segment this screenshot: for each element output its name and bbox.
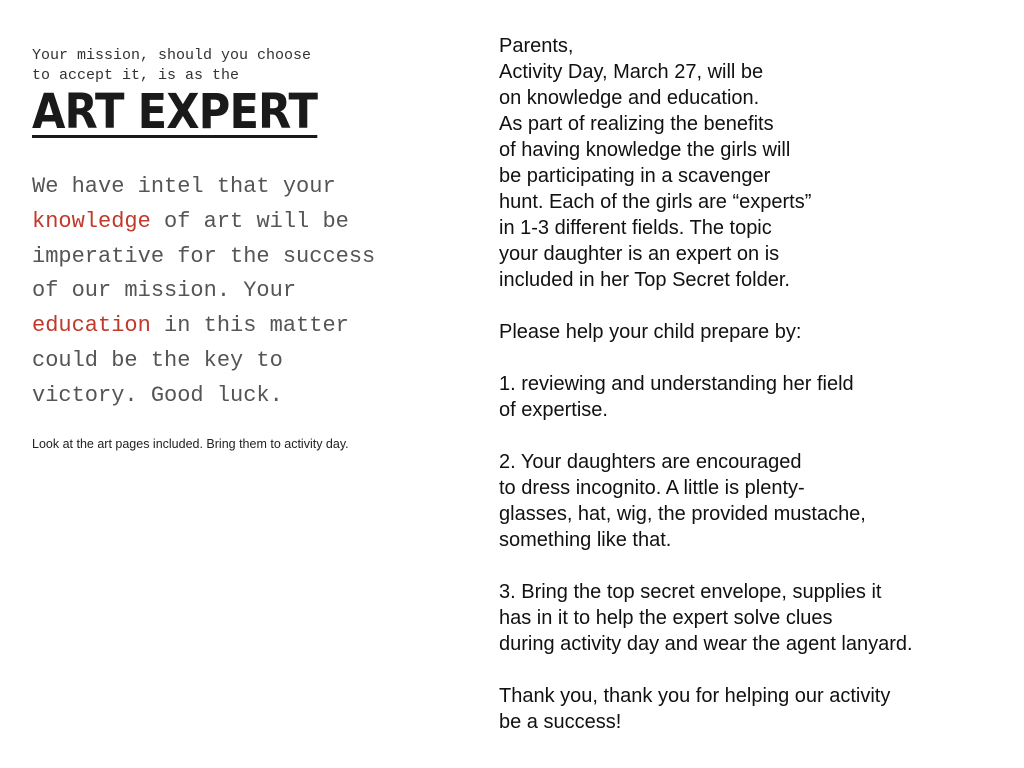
intel-text-2: of art will be imperative for the success of our mission. Your [32,208,376,304]
letter-opening: Parents, Activity Day, March 27, will be on knowledge and education. As part of realizing the benefits of having knowledge the girls will be participating in a scavenger hunt. Each of the girls are “experts” in 1-3 different fields. The topic your daughter is an expert on is included in her Top Secret folder. [499,35,812,291]
art-pages-note: Look at the art pages included. Bring them to activity day. [32,436,349,451]
intel-text-3: in this matter could be the key to victory. Good luck. [32,313,349,408]
letter-item-3: 3. Bring the top secret envelope, supplies it has in it to help the expert solve clues during activity day and wear the agent lanyard. [499,581,913,655]
letter-prepare-heading: Please help your child prepare by: [499,321,802,343]
letter-item-1: 1. reviewing and understanding her field of expertise. [499,373,854,421]
highlight-knowledge: knowledge [32,208,151,234]
letter-closing: Thank you, thank you for helping our activity be a success! [499,685,891,733]
letter-item-2: 2. Your daughters are encouraged to dress incognito. A little is plenty- glasses, hat, wig, the provided mustache, something like that. [499,451,866,551]
intel-text-1: We have intel that your [32,174,336,199]
highlight-education: education [32,313,151,339]
mission-panel [32,46,392,454]
role-title: ART EXPERT [32,84,318,140]
intel-paragraph [32,170,377,414]
parent-letter [499,33,999,735]
mission-intro: Your mission, should you choose to accept it, is as the [32,47,312,84]
